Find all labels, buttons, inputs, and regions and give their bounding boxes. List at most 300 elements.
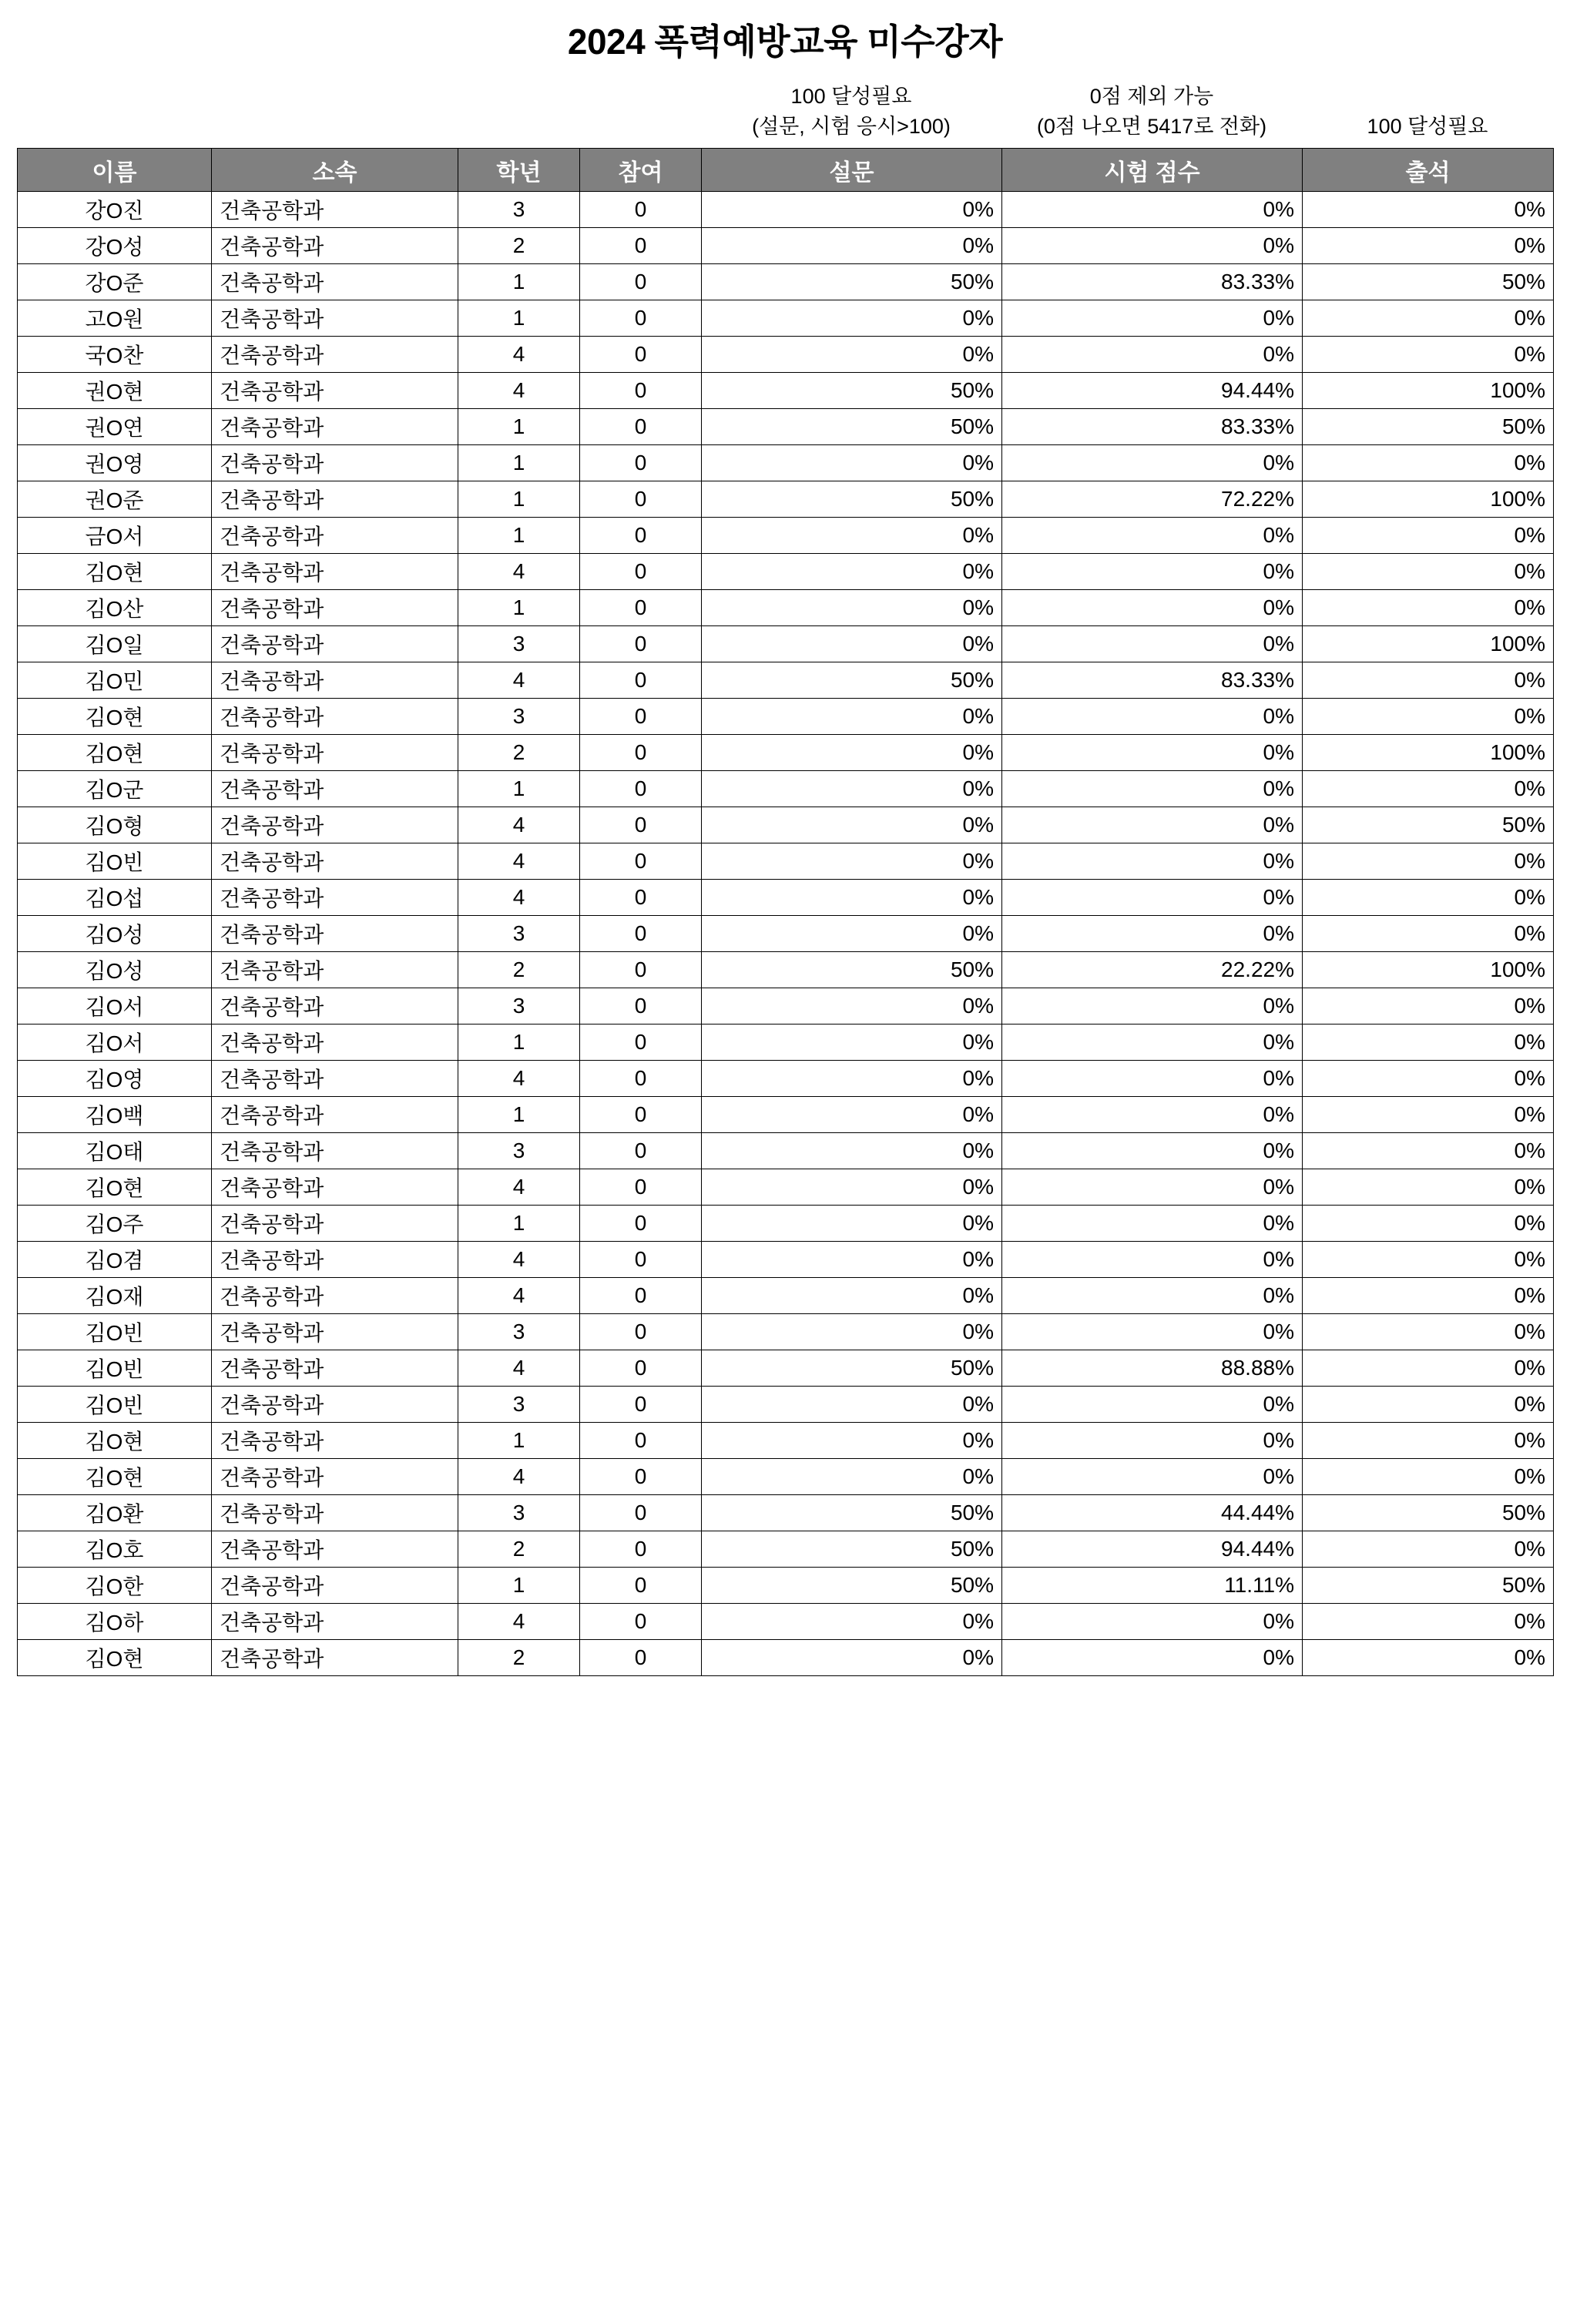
cell-participation: 0 — [580, 1314, 702, 1350]
cell-department: 건축공학과 — [212, 445, 458, 481]
table-row — [18, 300, 1554, 337]
cell-grade: 4 — [458, 1169, 580, 1206]
cell-attendance: 0% — [1303, 1206, 1554, 1242]
cell-survey: 50% — [702, 952, 1002, 988]
cell-participation: 0 — [580, 1206, 702, 1242]
cell-participation: 0 — [580, 300, 702, 337]
cell-participation: 0 — [580, 1061, 702, 1097]
cell-department: 건축공학과 — [212, 228, 458, 264]
cell-department: 건축공학과 — [212, 662, 458, 699]
cell-grade: 3 — [458, 1133, 580, 1169]
cell-name: 권O연 — [18, 409, 212, 445]
cell-name: 김O겸 — [18, 1242, 212, 1278]
cell-grade: 3 — [458, 626, 580, 662]
table-row — [18, 373, 1554, 409]
cell-department: 건축공학과 — [212, 1025, 458, 1061]
cell-grade: 4 — [458, 337, 580, 373]
cell-department: 건축공학과 — [212, 699, 458, 735]
cell-name: 김O현 — [18, 735, 212, 771]
table-row — [18, 952, 1554, 988]
cell-grade: 1 — [458, 409, 580, 445]
cell-survey: 0% — [702, 445, 1002, 481]
cell-department: 건축공학과 — [212, 626, 458, 662]
table-row — [18, 1387, 1554, 1423]
cell-participation: 0 — [580, 192, 702, 228]
cell-participation: 0 — [580, 1568, 702, 1604]
cell-grade: 4 — [458, 1350, 580, 1387]
cell-grade: 3 — [458, 988, 580, 1025]
cell-exam-score: 88.88% — [1002, 1350, 1303, 1387]
cell-grade: 1 — [458, 1206, 580, 1242]
cell-attendance: 0% — [1303, 1061, 1554, 1097]
cell-department: 건축공학과 — [212, 1423, 458, 1459]
cell-exam-score: 0% — [1002, 1061, 1303, 1097]
table-row — [18, 988, 1554, 1025]
cell-grade: 1 — [458, 264, 580, 300]
cell-grade: 2 — [458, 1640, 580, 1676]
cell-attendance: 0% — [1303, 590, 1554, 626]
cell-survey: 0% — [702, 1097, 1002, 1133]
cell-participation: 0 — [580, 880, 702, 916]
cell-survey: 50% — [702, 1350, 1002, 1387]
table-header-row — [18, 149, 1554, 192]
cell-survey: 0% — [702, 1242, 1002, 1278]
cell-survey: 0% — [702, 1314, 1002, 1350]
cell-grade: 4 — [458, 1242, 580, 1278]
cell-exam-score: 0% — [1002, 1169, 1303, 1206]
cell-name: 김O빈 — [18, 843, 212, 880]
column-header-attendance: 출석 — [1303, 149, 1554, 192]
table-row — [18, 590, 1554, 626]
cell-participation: 0 — [580, 1531, 702, 1568]
cell-attendance: 0% — [1303, 1350, 1554, 1387]
cell-name: 국O찬 — [18, 337, 212, 373]
cell-department: 건축공학과 — [212, 916, 458, 952]
cell-survey: 0% — [702, 626, 1002, 662]
table-row — [18, 1097, 1554, 1133]
cell-attendance: 0% — [1303, 662, 1554, 699]
cell-name: 김O태 — [18, 1133, 212, 1169]
table-row — [18, 1061, 1554, 1097]
cell-survey: 0% — [702, 1423, 1002, 1459]
cell-department: 건축공학과 — [212, 264, 458, 300]
table-row — [18, 1423, 1554, 1459]
cell-participation: 0 — [580, 1604, 702, 1640]
cell-grade: 1 — [458, 518, 580, 554]
cell-grade: 2 — [458, 1531, 580, 1568]
cell-attendance: 50% — [1303, 1568, 1554, 1604]
cell-survey: 0% — [702, 807, 1002, 843]
cell-grade: 4 — [458, 662, 580, 699]
cell-department: 건축공학과 — [212, 1169, 458, 1206]
table-row — [18, 1531, 1554, 1568]
cell-name: 김O호 — [18, 1531, 212, 1568]
cell-department: 건축공학과 — [212, 1568, 458, 1604]
cell-department: 건축공학과 — [212, 373, 458, 409]
cell-attendance: 0% — [1303, 699, 1554, 735]
cell-name: 김O재 — [18, 1278, 212, 1314]
cell-name: 김O주 — [18, 1206, 212, 1242]
table-body — [18, 192, 1554, 1676]
note-survey: 100 달성필요 (설문, 시험 응시>100) — [752, 85, 951, 139]
table-row — [18, 409, 1554, 445]
cell-survey: 0% — [702, 228, 1002, 264]
cell-participation: 0 — [580, 481, 702, 518]
table-row — [18, 1133, 1554, 1169]
cell-exam-score: 0% — [1002, 1133, 1303, 1169]
cell-name: 김O현 — [18, 554, 212, 590]
cell-participation: 0 — [580, 1242, 702, 1278]
cell-attendance: 0% — [1303, 1133, 1554, 1169]
column-header-department: 소속 — [212, 149, 458, 192]
cell-survey: 0% — [702, 337, 1002, 373]
cell-attendance: 50% — [1303, 807, 1554, 843]
cell-department: 건축공학과 — [212, 518, 458, 554]
cell-grade: 4 — [458, 843, 580, 880]
cell-attendance: 0% — [1303, 554, 1554, 590]
cell-attendance: 100% — [1303, 952, 1554, 988]
cell-name: 김O민 — [18, 662, 212, 699]
cell-attendance: 50% — [1303, 264, 1554, 300]
table-row — [18, 771, 1554, 807]
cell-participation: 0 — [580, 590, 702, 626]
cell-name: 고O원 — [18, 300, 212, 337]
cell-department: 건축공학과 — [212, 807, 458, 843]
cell-grade: 2 — [458, 952, 580, 988]
cell-attendance: 100% — [1303, 626, 1554, 662]
cell-name: 강O준 — [18, 264, 212, 300]
cell-exam-score: 0% — [1002, 445, 1303, 481]
cell-name: 금O서 — [18, 518, 212, 554]
cell-grade: 4 — [458, 1278, 580, 1314]
cell-grade: 1 — [458, 1025, 580, 1061]
cell-participation: 0 — [580, 1097, 702, 1133]
table-row — [18, 880, 1554, 916]
cell-exam-score: 83.33% — [1002, 409, 1303, 445]
table-row — [18, 518, 1554, 554]
cell-grade: 1 — [458, 481, 580, 518]
cell-name: 김O형 — [18, 807, 212, 843]
cell-department: 건축공학과 — [212, 1097, 458, 1133]
table-row — [18, 662, 1554, 699]
cell-attendance: 50% — [1303, 1495, 1554, 1531]
table-row — [18, 807, 1554, 843]
cell-attendance: 0% — [1303, 771, 1554, 807]
note-attendance: 100 달성필요 — [1367, 115, 1488, 139]
cell-grade: 1 — [458, 1423, 580, 1459]
cell-exam-score: 0% — [1002, 1459, 1303, 1495]
table-row — [18, 445, 1554, 481]
cell-attendance: 0% — [1303, 228, 1554, 264]
cell-participation: 0 — [580, 1459, 702, 1495]
cell-survey: 0% — [702, 1133, 1002, 1169]
cell-attendance: 0% — [1303, 1242, 1554, 1278]
cell-participation: 0 — [580, 952, 702, 988]
table-row — [18, 916, 1554, 952]
table-row — [18, 1278, 1554, 1314]
cell-attendance: 0% — [1303, 880, 1554, 916]
cell-name: 권O준 — [18, 481, 212, 518]
cell-survey: 0% — [702, 1459, 1002, 1495]
cell-participation: 0 — [580, 1133, 702, 1169]
cell-survey: 50% — [702, 662, 1002, 699]
cell-survey: 50% — [702, 409, 1002, 445]
cell-department: 건축공학과 — [212, 1604, 458, 1640]
cell-name: 김O환 — [18, 1495, 212, 1531]
cell-participation: 0 — [580, 1640, 702, 1676]
cell-grade: 4 — [458, 1459, 580, 1495]
cell-exam-score: 0% — [1002, 626, 1303, 662]
cell-participation: 0 — [580, 337, 702, 373]
table-row — [18, 1206, 1554, 1242]
cell-department: 건축공학과 — [212, 1495, 458, 1531]
cell-exam-score: 0% — [1002, 1314, 1303, 1350]
cell-survey: 0% — [702, 988, 1002, 1025]
cell-department: 건축공학과 — [212, 1206, 458, 1242]
cell-attendance: 0% — [1303, 1169, 1554, 1206]
cell-grade: 4 — [458, 1604, 580, 1640]
cell-name: 김O현 — [18, 699, 212, 735]
cell-name: 김O성 — [18, 916, 212, 952]
cell-name: 김O영 — [18, 1061, 212, 1097]
cell-participation: 0 — [580, 662, 702, 699]
cell-department: 건축공학과 — [212, 880, 458, 916]
cell-attendance: 0% — [1303, 1025, 1554, 1061]
cell-participation: 0 — [580, 1025, 702, 1061]
cell-department: 건축공학과 — [212, 771, 458, 807]
table-row — [18, 1314, 1554, 1350]
cell-name: 김O서 — [18, 988, 212, 1025]
cell-name: 김O현 — [18, 1423, 212, 1459]
cell-grade: 1 — [458, 1568, 580, 1604]
cell-grade: 1 — [458, 445, 580, 481]
cell-exam-score: 0% — [1002, 1640, 1303, 1676]
cell-department: 건축공학과 — [212, 481, 458, 518]
cell-grade: 4 — [458, 554, 580, 590]
cell-grade: 4 — [458, 807, 580, 843]
cell-survey: 0% — [702, 880, 1002, 916]
table-row — [18, 626, 1554, 662]
cell-survey: 0% — [702, 1061, 1002, 1097]
cell-participation: 0 — [580, 554, 702, 590]
cell-attendance: 100% — [1303, 373, 1554, 409]
cell-department: 건축공학과 — [212, 300, 458, 337]
cell-exam-score: 0% — [1002, 807, 1303, 843]
cell-attendance: 0% — [1303, 192, 1554, 228]
cell-name: 김O현 — [18, 1640, 212, 1676]
cell-attendance: 0% — [1303, 518, 1554, 554]
cell-grade: 2 — [458, 228, 580, 264]
cell-survey: 0% — [702, 699, 1002, 735]
cell-attendance: 0% — [1303, 988, 1554, 1025]
cell-exam-score: 0% — [1002, 192, 1303, 228]
column-header-name: 이름 — [18, 149, 212, 192]
column-header-exam-score: 시험 점수 — [1002, 149, 1303, 192]
cell-department: 건축공학과 — [212, 1061, 458, 1097]
table-row — [18, 1640, 1554, 1676]
cell-exam-score: 0% — [1002, 771, 1303, 807]
cell-attendance: 0% — [1303, 1640, 1554, 1676]
cell-grade: 4 — [458, 880, 580, 916]
cell-participation: 0 — [580, 1169, 702, 1206]
cell-name: 김O현 — [18, 1169, 212, 1206]
cell-exam-score: 22.22% — [1002, 952, 1303, 988]
cell-exam-score: 0% — [1002, 1025, 1303, 1061]
cell-attendance: 0% — [1303, 445, 1554, 481]
table-row — [18, 1242, 1554, 1278]
cell-grade: 2 — [458, 735, 580, 771]
cell-name: 김O일 — [18, 626, 212, 662]
cell-exam-score: 44.44% — [1002, 1495, 1303, 1531]
note-score: 0점 제외 가능 (0점 나오면 5417로 전화) — [1036, 85, 1267, 139]
page-title: 2024 폭력예방교육 미수강자 — [567, 22, 1003, 62]
cell-survey: 0% — [702, 1604, 1002, 1640]
cell-survey: 50% — [702, 1531, 1002, 1568]
table-row — [18, 1459, 1554, 1495]
cell-exam-score: 94.44% — [1002, 1531, 1303, 1568]
cell-attendance: 0% — [1303, 1423, 1554, 1459]
table-row — [18, 1604, 1554, 1640]
cell-exam-score: 0% — [1002, 1242, 1303, 1278]
cell-survey: 0% — [702, 1387, 1002, 1423]
cell-grade: 4 — [458, 1061, 580, 1097]
cell-exam-score: 83.33% — [1002, 662, 1303, 699]
cell-exam-score: 0% — [1002, 518, 1303, 554]
cell-exam-score: 0% — [1002, 1097, 1303, 1133]
cell-grade: 3 — [458, 916, 580, 952]
cell-participation: 0 — [580, 1423, 702, 1459]
cell-exam-score: 0% — [1002, 1604, 1303, 1640]
cell-department: 건축공학과 — [212, 1387, 458, 1423]
table-row — [18, 228, 1554, 264]
cell-department: 건축공학과 — [212, 1459, 458, 1495]
cell-attendance: 0% — [1303, 1278, 1554, 1314]
cell-participation: 0 — [580, 264, 702, 300]
cell-exam-score: 0% — [1002, 1278, 1303, 1314]
cell-survey: 0% — [702, 1169, 1002, 1206]
cell-exam-score: 0% — [1002, 735, 1303, 771]
cell-survey: 50% — [702, 373, 1002, 409]
cell-department: 건축공학과 — [212, 192, 458, 228]
cell-attendance: 0% — [1303, 337, 1554, 373]
cell-name: 강O성 — [18, 228, 212, 264]
cell-survey: 0% — [702, 192, 1002, 228]
cell-grade: 1 — [458, 1097, 580, 1133]
cell-name: 김O백 — [18, 1097, 212, 1133]
cell-exam-score: 0% — [1002, 916, 1303, 952]
cell-attendance: 0% — [1303, 1314, 1554, 1350]
table-row — [18, 735, 1554, 771]
document-page — [0, 14, 1570, 1692]
cell-name: 김O하 — [18, 1604, 212, 1640]
cell-department: 건축공학과 — [212, 1278, 458, 1314]
cell-survey: 0% — [702, 1640, 1002, 1676]
cell-grade: 3 — [458, 1314, 580, 1350]
cell-department: 건축공학과 — [212, 1350, 458, 1387]
cell-participation: 0 — [580, 518, 702, 554]
cell-department: 건축공학과 — [212, 735, 458, 771]
cell-exam-score: 11.11% — [1002, 1568, 1303, 1604]
cell-survey: 50% — [702, 1568, 1002, 1604]
cell-participation: 0 — [580, 699, 702, 735]
cell-department: 건축공학과 — [212, 1531, 458, 1568]
cell-survey: 0% — [702, 1025, 1002, 1061]
cell-participation: 0 — [580, 843, 702, 880]
cell-name: 김O서 — [18, 1025, 212, 1061]
column-header-survey: 설문 — [702, 149, 1002, 192]
cell-grade: 1 — [458, 590, 580, 626]
cell-exam-score: 0% — [1002, 1387, 1303, 1423]
cell-survey: 50% — [702, 1495, 1002, 1531]
cell-exam-score: 0% — [1002, 300, 1303, 337]
cell-participation: 0 — [580, 409, 702, 445]
cell-survey: 0% — [702, 771, 1002, 807]
cell-grade: 3 — [458, 1495, 580, 1531]
cell-department: 건축공학과 — [212, 590, 458, 626]
cell-exam-score: 0% — [1002, 880, 1303, 916]
table-row — [18, 1495, 1554, 1531]
cell-department: 건축공학과 — [212, 554, 458, 590]
cell-participation: 0 — [580, 1350, 702, 1387]
cell-grade: 3 — [458, 192, 580, 228]
cell-attendance: 0% — [1303, 1604, 1554, 1640]
cell-department: 건축공학과 — [212, 409, 458, 445]
column-notes — [17, 82, 1553, 142]
table-row — [18, 699, 1554, 735]
cell-survey: 50% — [702, 264, 1002, 300]
cell-survey: 0% — [702, 1278, 1002, 1314]
cell-grade: 1 — [458, 771, 580, 807]
cell-name: 김O한 — [18, 1568, 212, 1604]
cell-survey: 0% — [702, 1206, 1002, 1242]
table-row — [18, 1169, 1554, 1206]
cell-name: 김O빈 — [18, 1314, 212, 1350]
table-row — [18, 264, 1554, 300]
cell-name: 김O섭 — [18, 880, 212, 916]
cell-survey: 0% — [702, 590, 1002, 626]
table-row — [18, 481, 1554, 518]
cell-survey: 0% — [702, 554, 1002, 590]
cell-department: 건축공학과 — [212, 337, 458, 373]
table-row — [18, 1568, 1554, 1604]
cell-survey: 0% — [702, 518, 1002, 554]
cell-grade: 4 — [458, 373, 580, 409]
cell-attendance: 0% — [1303, 1531, 1554, 1568]
table-row — [18, 192, 1554, 228]
cell-attendance: 0% — [1303, 843, 1554, 880]
cell-exam-score: 72.22% — [1002, 481, 1303, 518]
cell-attendance: 0% — [1303, 916, 1554, 952]
cell-exam-score: 0% — [1002, 337, 1303, 373]
cell-survey: 0% — [702, 916, 1002, 952]
non-completion-table — [17, 148, 1554, 1676]
cell-department: 건축공학과 — [212, 1314, 458, 1350]
cell-name: 김O군 — [18, 771, 212, 807]
cell-attendance: 0% — [1303, 1387, 1554, 1423]
cell-attendance: 0% — [1303, 300, 1554, 337]
cell-department: 건축공학과 — [212, 952, 458, 988]
cell-participation: 0 — [580, 807, 702, 843]
cell-grade: 3 — [458, 1387, 580, 1423]
cell-participation: 0 — [580, 916, 702, 952]
cell-participation: 0 — [580, 771, 702, 807]
cell-participation: 0 — [580, 988, 702, 1025]
cell-attendance: 100% — [1303, 735, 1554, 771]
cell-name: 김O현 — [18, 1459, 212, 1495]
table-row — [18, 1350, 1554, 1387]
table-row — [18, 337, 1554, 373]
cell-exam-score: 0% — [1002, 554, 1303, 590]
